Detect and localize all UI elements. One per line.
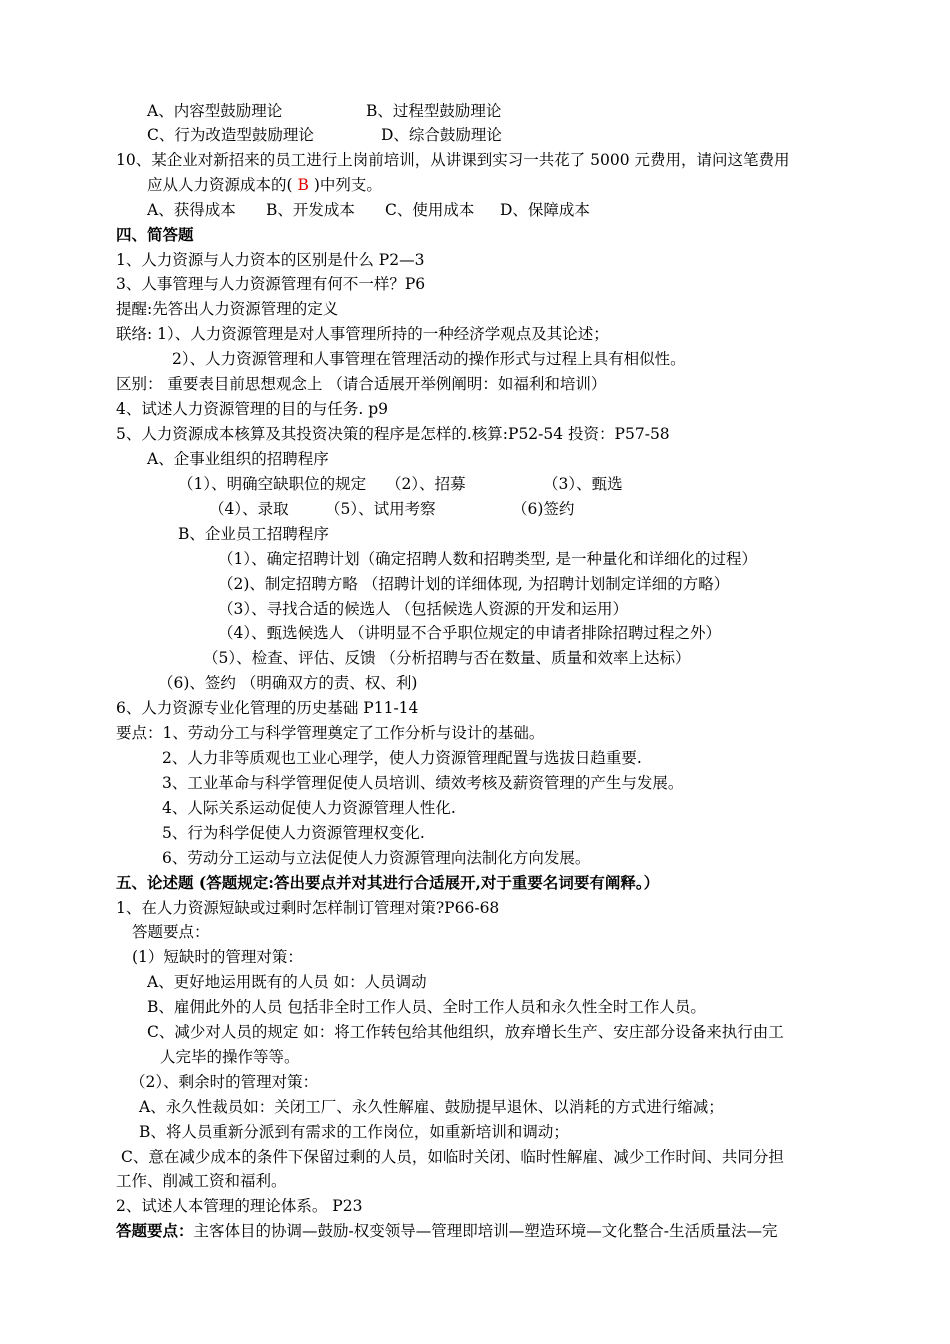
surplus-c-cont: 工作、削减工资和福利。 (116, 1172, 287, 1190)
recruit-a-step-1: （1）、明确空缺职位的规定 (178, 475, 367, 493)
connection-2: 2）、人力资源管理和人事管理在管理活动的操作形式与过程上具有相似性。 (172, 350, 686, 368)
section-heading-4: 四、简答题 (116, 225, 194, 244)
surplus-a: A、永久性裁员如：关闭工厂、永久性解雇、鼓励提早退休、以消耗的方式进行缩减； (139, 1098, 724, 1116)
difference: 区别： 重要表目前思想观念上 （请合适展开举例阐明：如福利和培训） (116, 375, 607, 393)
recruit-a-step-6: （6)签约 (512, 500, 575, 518)
question-4: 4、试述人力资源管理的目的与任务. p9 (116, 400, 389, 418)
question-10: 10、某企业对新招来的员工进行上岗前培训，从讲课到实习一共花了 5000 元费用，请问这笔费用 (116, 151, 790, 169)
answer-points-bold: 答题要点： (116, 1221, 194, 1240)
recruit-a-step-3: （3）、甄选 (543, 475, 623, 493)
surplus-c: C、意在减少成本的条件下保留过剩的人员，如临时关闭、临时性解雇、减少工作时间、共同分担 (121, 1148, 784, 1166)
shortage-c-cont: 人完毕的操作等等。 (160, 1048, 300, 1066)
option-c: C、使用成本 (385, 201, 475, 219)
point-6: 6、劳动分工运动与立法促使人力资源管理向法制化方向发展。 (162, 849, 591, 867)
recruit-b-step-4: （4）、甄选候选人 （讲明显不合乎职位规定的申请者排除招聘过程之外） (218, 624, 722, 642)
essay-answer-points (116, 1219, 778, 1243)
recruit-a-step-2: （2）、招募 (386, 475, 466, 493)
recruit-b-step-3: （3）、寻找合适的候选人 （包括候选人资源的开发和运用） (218, 600, 629, 618)
question-1: 1、人力资源与人力资本的区别是什么 P2—3 (116, 251, 425, 269)
question-5: 5、人力资源成本核算及其投资决策的程序是怎样的.核算:P52-54 投资：P57-58 (116, 425, 670, 443)
point-1: 要点：1、劳动分工与科学管理奠定了工作分析与设计的基础。 (116, 724, 545, 742)
option-c: C、行为改造型鼓励理论 (147, 126, 314, 144)
section-heading-5: 五、论述题 (答题规定:答出要点并对其进行合适展开,对于重要名词要有阐释。） (116, 873, 660, 892)
recruit-b-heading: B、企业员工招聘程序 (178, 525, 329, 543)
option-b: B、开发成本 (266, 201, 355, 219)
option-d: D、保障成本 (500, 201, 590, 219)
option-d: D、综合鼓励理论 (381, 126, 502, 144)
recruit-b-step-5: （5）、检查、评估、反馈 （分析招聘与否在数量、质量和效率上达标） (203, 649, 691, 667)
answer-points-label: 答题要点： (132, 923, 210, 941)
shortage-c: C、减少对人员的规定 如：将工作转包给其他组织，放弃增长生产、安庄部分设备来执行由工 (147, 1023, 784, 1041)
question-6: 6、人力资源专业化管理的历史基础 P11-14 (116, 699, 419, 717)
recruit-a-heading: A、企事业组织的招聘程序 (147, 450, 329, 468)
answer-mark: B (292, 176, 314, 194)
connection-1: 联络: 1）、人力资源管理是对人事管理所持的一种经济学观点及其论述； (116, 325, 609, 343)
answer-pre: 应从人力资源成本的( (147, 176, 293, 194)
shortage-heading: (1）短缺时的管理对策： (132, 948, 303, 966)
essay-question-1: 1、在人力资源短缺或过剩时怎样制订管理对策?P66-68 (116, 899, 500, 917)
recruit-b-step-2: （2)、制定招聘方略 （招聘计划的详细体现, 为招聘计划制定详细的方略） (218, 575, 730, 593)
answer-points-text: 主客体目的协调—鼓励-权变领导—管理即培训—塑造环境—文化整合-生活质量法—完 (193, 1222, 778, 1240)
question-10-cont (147, 173, 382, 197)
option-a: A、内容型鼓励理论 (147, 102, 283, 120)
recruit-a-step-5: （5）、试用考察 (325, 500, 436, 518)
question-3: 3、人事管理与人力资源管理有何不一样？P6 (116, 275, 426, 293)
shortage-a: A、更好地运用既有的人员 如：人员调动 (147, 973, 427, 991)
shortage-b: B、雇佣此外的人员 包括非全时工作人员、全时工作人员和永久性全时工作人员。 (147, 998, 706, 1016)
answer-post: )中列支。 (313, 176, 382, 194)
surplus-heading: （2）、剩余时的管理对策： (130, 1073, 319, 1091)
point-2: 2、人力非等质观也工业心理学，使人力资源管理配置与选拔日趋重要. (162, 749, 642, 767)
option-a: A、获得成本 (147, 201, 236, 219)
surplus-b: B、将人员重新分派到有需求的工作岗位，如重新培训和调动； (139, 1123, 569, 1141)
reminder: 提醒:先答出人力资源管理的定义 (116, 300, 339, 318)
point-4: 4、人际关系运动促使人力资源管理人性化. (162, 799, 456, 817)
recruit-a-step-4: （4）、录取 (209, 500, 289, 518)
recruit-b-step-6: （6)、签约 （明确双方的责、权、利) (158, 674, 418, 692)
point-5: 5、行为科学促使人力资源管理权变化. (162, 824, 425, 842)
essay-question-2: 2、试述人本管理的理论体系。 P23 (116, 1197, 363, 1215)
recruit-b-step-1: （1）、确定招聘计划（确定招聘人数和招聘类型, 是一种量化和详细化的过程） (218, 550, 757, 568)
option-b: B、过程型鼓励理论 (366, 102, 502, 120)
point-3: 3、工业革命与科学管理促使人员培训、绩效考核及薪资管理的产生与发展。 (162, 774, 684, 792)
